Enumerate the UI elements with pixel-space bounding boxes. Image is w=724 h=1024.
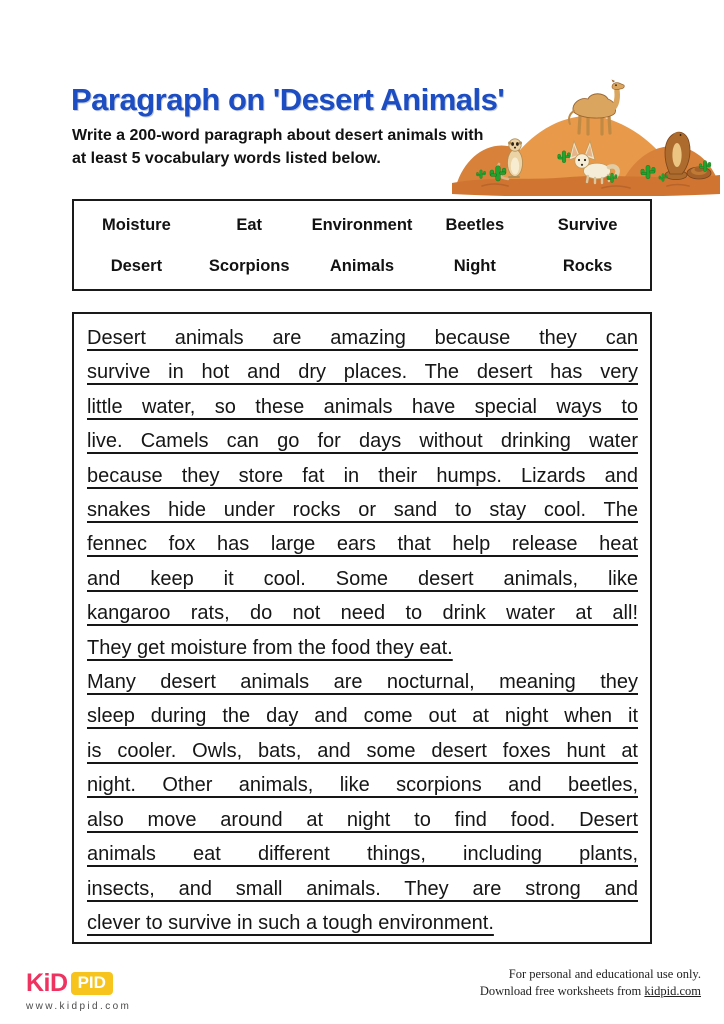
vocab-word: Beetles [445, 216, 505, 234]
paragraph-line: and keep it cool. Some desert animals, like [87, 567, 638, 590]
paragraph-line: snakes hide under rocks or sand to stay cool. The [87, 499, 638, 522]
paragraph-box [72, 312, 652, 944]
instructions-line1: Write a 200-word paragraph about desert animals with [72, 127, 484, 144]
paragraph-line: Desert animals are amazing because they can [87, 327, 638, 349]
usage-note [480, 966, 701, 999]
vocab-word: Desert [110, 257, 163, 275]
paragraph-line: kangaroo rats, do not need to drink water at all! [87, 602, 638, 625]
page-title: Paragraph on 'Desert Animals' [71, 82, 505, 117]
logo-kid-text: KiD [26, 969, 68, 997]
vocab-word: Rocks [562, 257, 613, 275]
paragraph-line: clever to survive in such a tough environment. [87, 911, 494, 934]
paragraph-line: live. Camels can go for days without drinking water [87, 430, 638, 453]
vocab-word: Eat [236, 216, 263, 234]
paragraph-line: because they store fat in their humps. Lizards and [87, 464, 638, 487]
paragraph-line: little water, so these animals have special ways to [87, 395, 638, 418]
vocab-word: Survive [557, 216, 618, 234]
cobra-icon [665, 132, 711, 180]
paragraph-line: animals eat different things, including plants, [87, 843, 638, 866]
vocab-word: Environment [311, 216, 413, 234]
logo-pid-badge: PID [71, 972, 113, 995]
usage-note-line2-text: Download free worksheets from [479, 983, 645, 998]
paragraph-line: is cooler. Owls, bats, and some desert foxes hunt at [87, 739, 638, 762]
paragraph-line: night. Other animals, like scorpions and beetles, [87, 774, 638, 797]
vocab-word: Animals [329, 257, 395, 275]
kidpid-link[interactable]: kidpid.com [644, 983, 701, 998]
instructions-line2: at least 5 vocabulary words listed below. [72, 150, 381, 167]
instructions [72, 124, 502, 170]
vocab-word: Scorpions [208, 257, 290, 275]
vocab-word: Moisture [102, 216, 171, 234]
paragraph-line: fennec fox has large ears that help release heat [87, 533, 638, 556]
usage-note-line2 [480, 983, 701, 1000]
paragraph-line: They get moisture from the food they eat. [87, 636, 453, 659]
kidpid-logo [26, 969, 131, 1012]
paragraph-line: survive in hot and dry places. The desert has very [87, 361, 638, 384]
paragraph-line: insects, and small animals. They are strong and [87, 877, 638, 900]
paragraph-line: sleep during the day and come out at night when it [87, 705, 638, 728]
usage-note-line1: For personal and educational use only. [508, 967, 701, 981]
paragraph-line: Many desert animals are nocturnal, meaning they [87, 671, 638, 694]
logo-url: www.kidpid.com [26, 1001, 132, 1012]
vocab-word: Night [453, 257, 496, 275]
paragraph-line: also move around at night to find food. Desert [87, 808, 638, 831]
desert-illustration [452, 78, 720, 196]
vocabulary-box [72, 199, 652, 291]
